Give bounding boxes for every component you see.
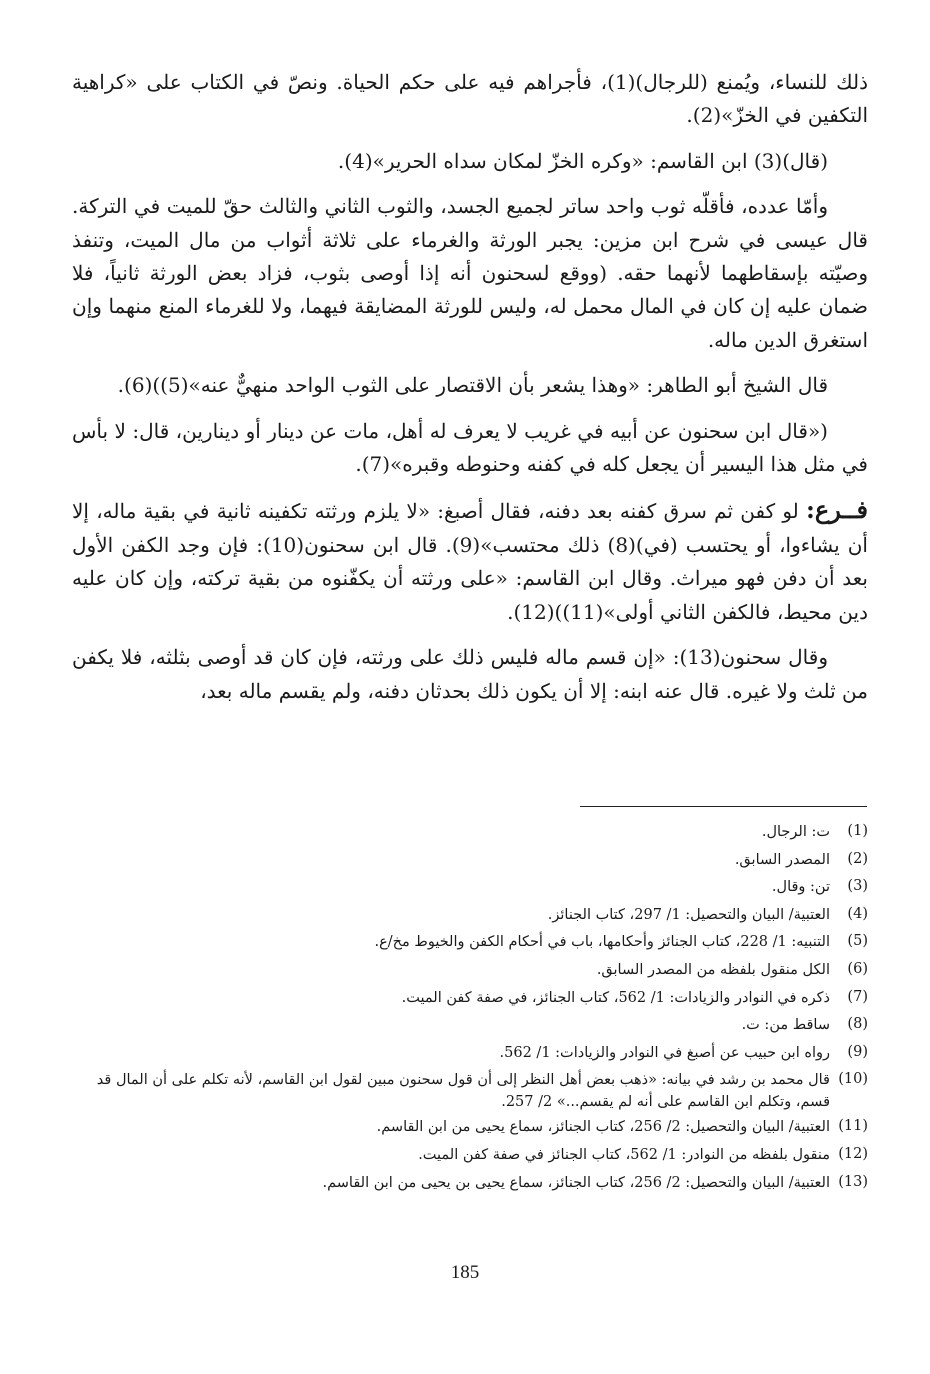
paragraph: (قال)(3) ابن القاسم: «وكره الخزّ لمكان سداه الحرير»(4). <box>337 148 828 173</box>
footnote <box>72 1141 868 1169</box>
footnote-text: رواه ابن حبيب عن أصبغ في النوادر والزيادات: 1/ 562. <box>499 1044 830 1061</box>
footnote-number: (10) <box>838 1071 868 1088</box>
footnote-number: (6) <box>847 960 868 977</box>
footnote-text: العتبية/ البيان والتحصيل: 2/ 256، كتاب الجنائز، سماع يحيى من ابن القاسم. <box>376 1119 830 1136</box>
footnote-text: المصدر السابق. <box>734 851 830 868</box>
footnote <box>72 1113 868 1141</box>
footnote <box>72 846 868 874</box>
footnote-text: الكل منقول بلفظه من المصدر السابق. <box>596 961 830 978</box>
footnote-text: ت: الرجال. <box>761 824 830 840</box>
footnote <box>72 873 868 901</box>
footnote <box>72 818 868 846</box>
footnote <box>72 928 868 956</box>
footnote-number: (2) <box>847 850 868 867</box>
footnote-divider <box>580 806 867 807</box>
paragraph: قال الشيخ أبو الطاهر: «وهذا يشعر بأن الاقتصار على الثوب الواحد منهيٌّ عنه»(5))(6). <box>117 373 828 398</box>
footnote-text: العتبية/ البيان والتحصيل: 1/ 297، كتاب الجنائز. <box>547 906 830 923</box>
footnote-text: التنبيه: 1/ 228، كتاب الجنائز وأحكامها، باب في أحكام الكفن والخيوط مخ/ع. <box>374 934 830 951</box>
footnote <box>72 1169 868 1197</box>
footnote-number: (3) <box>847 878 868 895</box>
branch-heading: فــرع: <box>806 495 868 525</box>
footnote <box>72 1066 868 1113</box>
footnote-number: (1) <box>847 823 868 839</box>
footnote-number: (13) <box>838 1173 868 1190</box>
footnote-number: (7) <box>847 988 868 1005</box>
paragraph: ذلك للنساء، ويُمنع (للرجال)(1)، فأجراهم فيه على حكم الحياة. ونصّ في الكتاب على «كراهية التكفين في الخزّ»(2). <box>72 70 869 128</box>
footnote-number: (11) <box>838 1118 868 1135</box>
footnote-number: (8) <box>847 1016 868 1033</box>
footnote-number: (4) <box>847 905 868 922</box>
footnote-text: منقول بلفظه من النوادر: 1/ 562، كتاب الجنائز في صفة كفن الميت. <box>418 1146 830 1163</box>
footnote <box>72 1039 868 1067</box>
footnote-text: ذكره في النوادر والزيادات: 1/ 562، كتاب الجنائز، في صفة كفن الميت. <box>401 989 830 1006</box>
footnote-number: (12) <box>838 1145 868 1162</box>
footnotes-list <box>72 818 868 1196</box>
footnote <box>72 1011 868 1039</box>
branch-paragraph <box>72 493 868 629</box>
footnote <box>72 901 868 929</box>
footnote-number: (9) <box>847 1043 868 1060</box>
paragraph: وأمّا عدده، فأقلّه ثوب واحد ساتر لجميع الجسد، والثوب الثاني والثالث حقّ للميت في التركة. قال عيسى في شرح ابن مزين: يجبر الورثة والغرماء على ثلاثة أثواب من مال الميت، وتنفذ وصيّته بإسقاطهما لأنهما حقه. (ووقع لسحنون أنه إذا أوصى بثوب، فزاد بعض الورثة ثانياً، فلا ضمان عليه إن كان في المال محمل له، وليس للورثة المضايقة فيهما، ولا للغرماء المنع منهما وإن استغرق الدين ماله. <box>72 194 868 352</box>
footnote-text: ساقط من: ت. <box>741 1017 830 1034</box>
paragraph: وقال سحنون(13): «إن قسم ماله فليس ذلك على ورثته، فإن كان قد أوصى بثلثه، فلا يكفن من ثلث ولا غيره. قال عنه ابنه: إلا أن يكون ذلك بحدثان دفنه، ولم يقسم ماله بعد، <box>72 645 868 703</box>
footnote-number: (5) <box>847 933 868 950</box>
footnote-text: العتبية/ البيان والتحصيل: 2/ 256، كتاب الجنائز، سماع يحيى بن يحيى من ابن القاسم. <box>322 1174 830 1191</box>
branch-text: لو كفن ثم سرق كفنه بعد دفنه، فقال أصبغ: «لا يلزم ورثته تكفينه ثانية في بقية ماله، إلا أن يشاءوا، أو يحتسب (في)(8) ذلك محتسب»(9). قال ابن سحنون(10): فإن وجد الكفن الأول بعد أن دفن فهو ميراث. وقال ابن القاسم: «على ورثته أن يكفّنوه من بقية تركته، وإن كان عليه دين محيط، فالكفن الثاني أولى»(11))(12). <box>72 499 868 624</box>
paragraph: («قال ابن سحنون عن أبيه في غريب لا يعرف له أهل، مات عن دينار أو دينارين، قال: لا بأس في مثل هذا اليسير أن يجعل كله في كفنه وحنوطه وقبره»(7). <box>72 418 868 477</box>
main-text <box>72 66 868 720</box>
footnote <box>72 956 868 984</box>
footnote-text: قال محمد بن رشد في بيانه: «ذهب بعض أهل النظر إلى أن قول سحنون مبين لقول ابن القاسم، لأنه تكلم على أن المال قد قسم، وتكلم ابن القاسم على أنه لم يقسم...» 2/ 257. <box>96 1072 830 1111</box>
footnote <box>72 984 868 1012</box>
footnote-text: تن: وقال. <box>771 879 830 896</box>
page-number: 185 <box>450 1262 480 1283</box>
